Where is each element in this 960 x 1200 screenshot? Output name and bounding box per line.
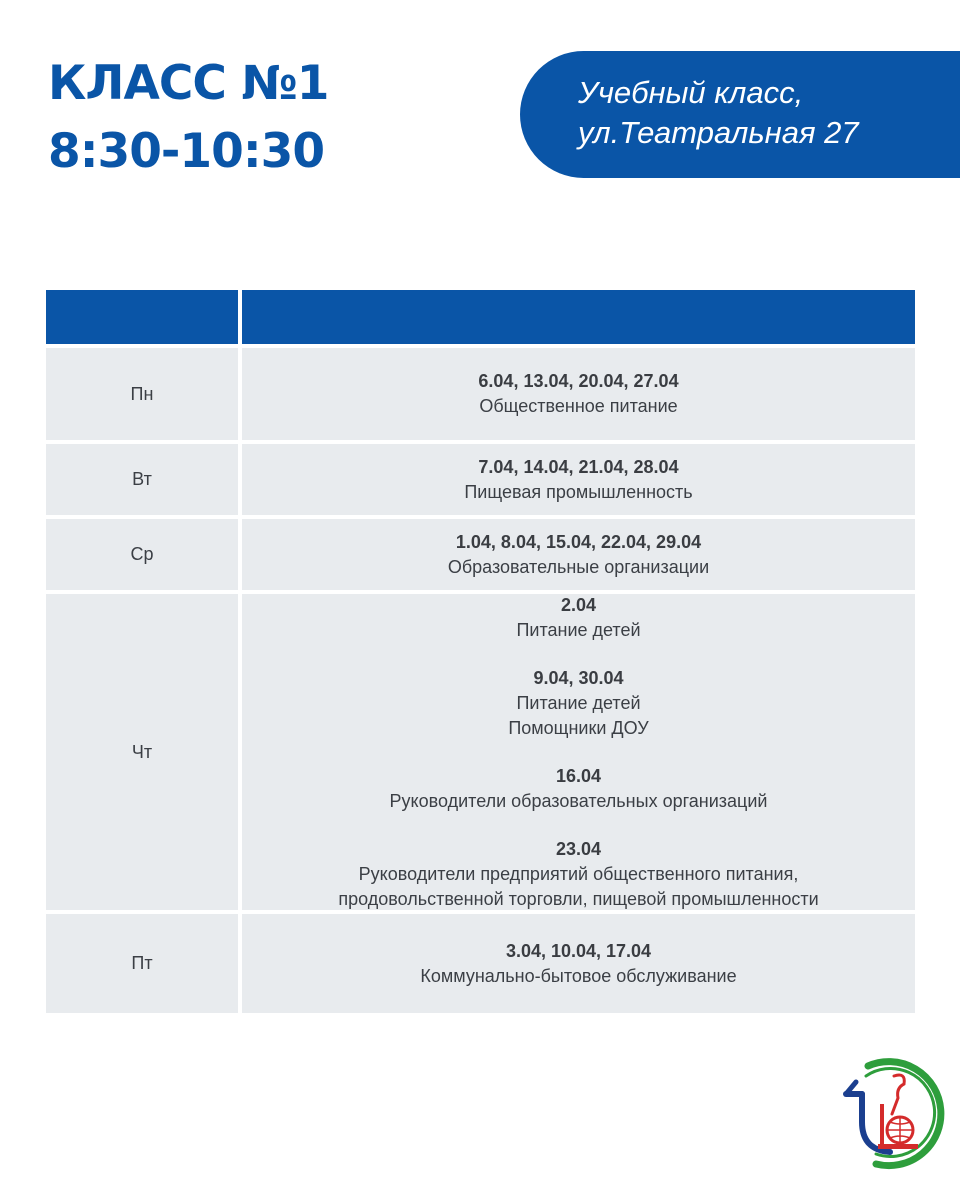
sanitary-service-emblem-icon [836,1054,946,1170]
day-cell: Вт [46,444,238,515]
table-row [46,594,915,910]
category-text: Коммунально-бытовое обслуживание [420,965,737,986]
dates-text: 2.04 [560,594,597,615]
dates-text: 1.04, 8.04, 15.04, 22.04, 29.04 [455,531,702,552]
header-day-cell [46,290,238,344]
schedule-table [46,290,915,1013]
schedule-group [516,593,640,643]
category-text: Питание детей [516,619,641,640]
category-text: Руководители предприятий общественного питания, [358,863,799,884]
schedule-group [390,764,768,814]
day-cell: Ср [46,519,238,590]
dates-text: 23.04 [555,838,602,859]
category-text: Пищевая промышленность [464,481,693,502]
category-text: Помощники ДОУ [508,717,649,738]
day-cell: Чт [46,594,238,910]
day-cell: Пт [46,914,238,1013]
class-time: 8:30-10:30 [48,124,325,179]
dates-text: 6.04, 13.04, 20.04, 27.04 [478,371,679,391]
schedule-cell [242,519,915,590]
day-cell: Пн [46,348,238,440]
schedule-cell [242,444,915,515]
dates-text: 16.04 [555,765,602,786]
table-row [46,519,915,590]
table-header [46,290,915,344]
header-main-cell [242,290,915,344]
schedule-group [420,939,736,989]
schedule-group [338,837,818,912]
schedule-cell [242,594,915,910]
schedule-group [508,666,648,741]
category-text: Общественное питание [479,396,678,416]
class-name: КЛАСС №1 [48,56,329,111]
schedule-group [478,369,678,419]
dates-text: 7.04, 14.04, 21.04, 28.04 [478,456,679,477]
location-line-1: Учебный класс, [578,75,804,110]
table-row [46,914,915,1013]
location-line-2: ул.Театральная 27 [578,115,859,150]
category-text: продовольственной торговли, пищевой промышленности [338,888,819,909]
category-text: Образовательные организации [447,556,710,577]
page-title [48,50,328,186]
location-badge [520,51,960,178]
dates-text: 3.04, 10.04, 17.04 [505,940,652,961]
schedule-cell [242,914,915,1013]
category-text: Руководители образовательных организаций [389,790,768,811]
table-row [46,444,915,515]
schedule-group [464,455,692,505]
schedule-group [448,530,709,580]
schedule-cell [242,348,915,440]
category-text: Питание детей [516,692,641,713]
dates-text: 9.04, 30.04 [533,667,624,688]
table-row [46,348,915,440]
